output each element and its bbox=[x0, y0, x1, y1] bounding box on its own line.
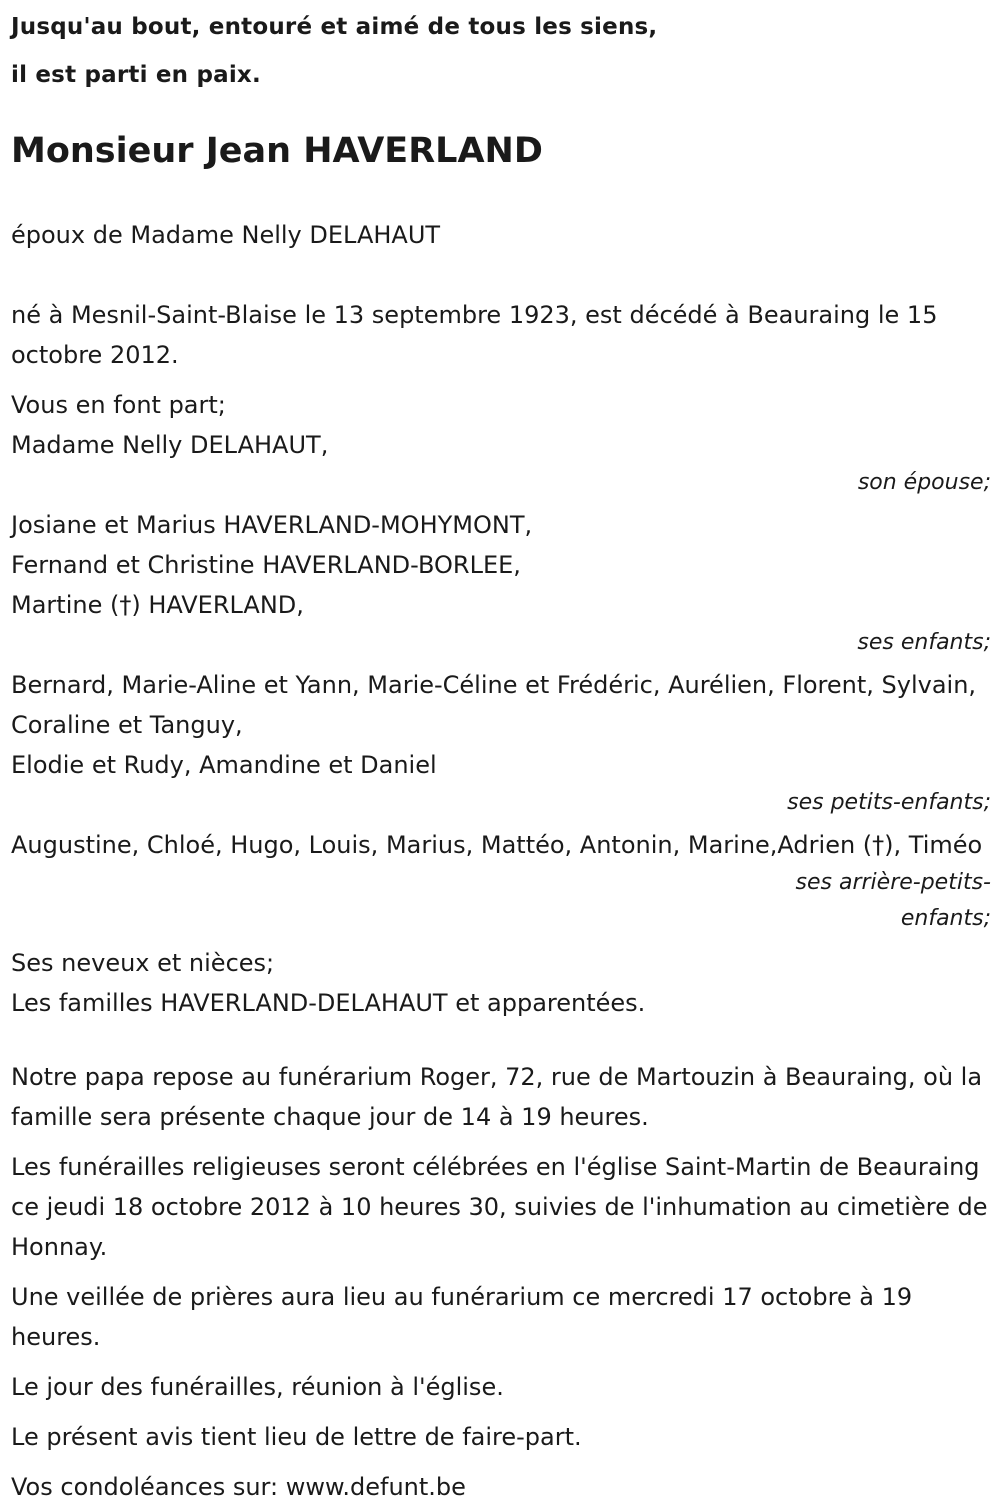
notice-info: Le présent avis tient lieu de lettre de faire-part. bbox=[11, 1423, 582, 1451]
spouse-line: époux de Madame Nelly DELAHAUT bbox=[11, 221, 441, 249]
grandchildren-list bbox=[11, 665, 991, 785]
grandchildren-role: ses petits-enfants; bbox=[787, 790, 991, 815]
birth-death-text: né à Mesnil-Saint-Blaise le 13 septembre 1923, est décédé à Beauraing le 15 octobre 2012. bbox=[11, 301, 938, 369]
great-grandchildren-role-line-2: enfants; bbox=[900, 906, 991, 931]
funeral-info: Les funérailles religieuses seront célébrées en l'église Saint-Martin de Beauraing ce jeudi 18 octobre 2012 à 10 heures 30, suivies de l'inhumation au cimetière de Honnay. bbox=[11, 1153, 988, 1261]
great-grandchildren-role-line-1: ses arrière-petits- bbox=[795, 870, 991, 895]
obituary-notice bbox=[11, 0, 991, 1507]
vigil-info: Une veillée de prières aura lieu au funérarium ce mercredi 17 octobre à 19 heures. bbox=[11, 1283, 913, 1351]
rest-info: Notre papa repose au funérarium Roger, 72, rue de Martouzin à Beauraing, où la famille sera présente chaque jour de 14 à 19 heures. bbox=[11, 1063, 983, 1131]
great-grandchildren-list: Augustine, Chloé, Hugo, Louis, Marius, Mattéo, Antonin, Marine,Adrien (†), Timéo bbox=[11, 831, 983, 859]
intro-line-2: il est parti en paix. bbox=[11, 62, 261, 88]
meeting-info: Le jour des funérailles, réunion à l'église. bbox=[11, 1373, 504, 1401]
grandchildren-line-2: Elodie et Rudy, Amandine et Daniel bbox=[11, 751, 437, 779]
great-grandchildren-role bbox=[11, 865, 991, 937]
child-item: Josiane et Marius HAVERLAND-MOHYMONT, bbox=[11, 511, 533, 539]
families-line: Les familles HAVERLAND-DELAHAUT et apparentées. bbox=[11, 989, 646, 1017]
spouse-role: son épouse; bbox=[857, 470, 991, 495]
intro-line-1: Jusqu'au bout, entouré et aimé de tous les siens, bbox=[11, 14, 658, 40]
announce-intro: Vous en font part; bbox=[11, 391, 226, 419]
condolences-info: Vos condoléances sur: www.defunt.be bbox=[11, 1473, 466, 1501]
children-role: ses enfants; bbox=[857, 630, 991, 655]
grandchildren-line-1: Bernard, Marie-Aline et Yann, Marie-Céline et Frédéric, Aurélien, Florent, Sylvain, Coraline et Tanguy, bbox=[11, 671, 977, 739]
announcement-block bbox=[11, 385, 991, 1023]
intro-text bbox=[11, 3, 991, 99]
spouse-announce: Madame Nelly DELAHAUT, bbox=[11, 431, 329, 459]
child-item: Martine (†) HAVERLAND, bbox=[11, 591, 304, 619]
deceased-name: Monsieur Jean HAVERLAND bbox=[11, 131, 543, 171]
children-list bbox=[11, 505, 991, 625]
funeral-details bbox=[11, 1057, 991, 1507]
child-item: Fernand et Christine HAVERLAND-BORLEE, bbox=[11, 551, 521, 579]
nephews-line: Ses neveux et nièces; bbox=[11, 949, 275, 977]
